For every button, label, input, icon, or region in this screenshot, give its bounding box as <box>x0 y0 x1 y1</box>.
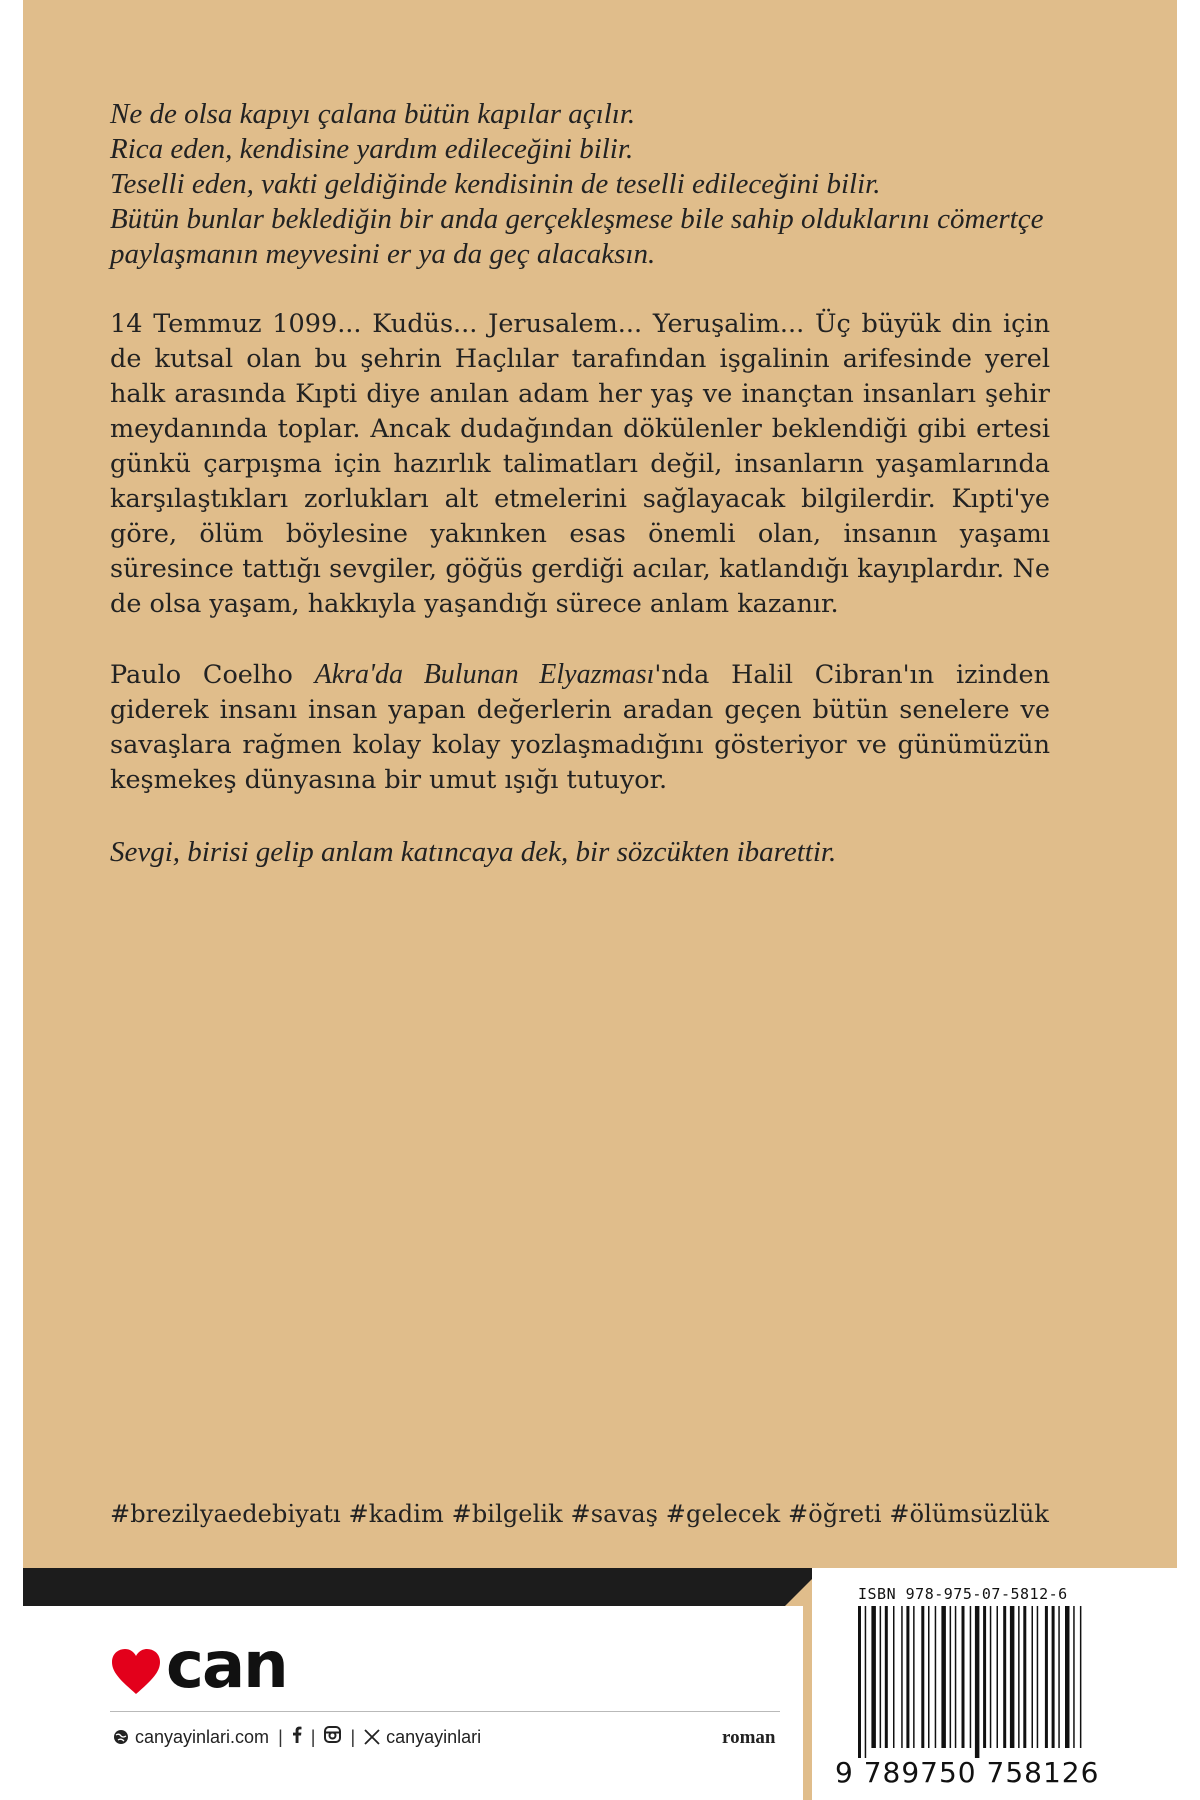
facebook-icon[interactable] <box>292 1726 302 1748</box>
instagram-icon[interactable] <box>324 1726 341 1748</box>
barcode-bar <box>935 1606 937 1748</box>
barcode-bar <box>970 1606 972 1748</box>
epigraph-line: Teselli eden, vakti geldiğinde kendisinin de teselli edileceğini bilir. <box>110 168 881 200</box>
barcode-bar <box>1065 1606 1070 1748</box>
barcode-bar <box>865 1606 867 1758</box>
barcode-bar <box>1032 1606 1034 1748</box>
barcode-bar <box>928 1606 930 1748</box>
summary-text: 14 Temmuz 1099... Kudüs... Jerusalem... Yeruşalim... Üç büyük din için de kutsal olan bu şehrin Haçlılar tarafından işgalinin arifesinde yerel halk arasında Kıpti diye anılan adam her yaş ve inançtan insanları şehir meydanında toplar. Ancak dudağından dökülenler beklendiği gibi ertesi günkü çarpışma için hazırlık talimatları değil, insanların yaşamlarında karşılaştıkları zorlukları alt etmelerini sağlayacak bilgilerdir. Kıpti'ye göre, ölüm böylesine yakınken esas önemli olan, insanın yaşamı süresince tattığı sevgiler, göğüs gerdiği acılar, katlandığı kayıplardır. Ne de olsa yaşam, hakkıyla yaşandığı sürece anlam kazanır. <box>110 309 1050 619</box>
barcode-bar <box>1010 1606 1015 1748</box>
barcode-bar <box>906 1606 909 1748</box>
barcode-bar <box>901 1606 903 1748</box>
author-text <box>110 657 1050 798</box>
book-title: Akra'da Bulunan Elyazması <box>314 659 655 690</box>
barcode-bar <box>1018 1606 1020 1748</box>
barcode-bar <box>921 1606 924 1748</box>
barcode-bar <box>975 1606 980 1758</box>
x-icon[interactable] <box>364 1729 380 1745</box>
author-text-before: Paulo Coelho <box>110 660 315 690</box>
barcode-bar <box>1073 1606 1075 1748</box>
epigraph-line: paylaşmanın meyvesini er ya da geç alacaksın. <box>110 238 656 270</box>
separator: | <box>350 1726 356 1747</box>
barcode-bar <box>893 1606 895 1748</box>
separator: | <box>278 1726 283 1747</box>
barcode-bar <box>1003 1606 1006 1748</box>
barcode-bar <box>983 1606 986 1748</box>
barcode-bar <box>1080 1606 1082 1748</box>
hashtags: #brezilyaedebiyatı #kadim #bilgelik #savaş #gelecek #öğreti #ölümsüzlük <box>110 1500 1050 1528</box>
heart-icon <box>110 1648 162 1696</box>
separator: | <box>310 1726 316 1747</box>
publisher-logo <box>110 1629 287 1703</box>
barcode-bar <box>997 1606 999 1748</box>
barcode-bar <box>941 1606 946 1748</box>
barcode-bar <box>913 1606 915 1748</box>
barcode-bar <box>950 1606 952 1748</box>
barcode-bar <box>1045 1606 1048 1748</box>
author-paragraph <box>110 657 1050 798</box>
barcode-digits: 9 789750 758126 <box>835 1756 1100 1789</box>
author-text-after: 'nda Halil Cibran'ın izinden giderek insanı insan yapan değerlerin aradan geçen bütün senelere ve savaşlara rağmen kolay kolay yozlaşmadığını gösteriyor ve günümüzün keşmekeş dünyasına bir umut ışığı tutuyor. <box>110 660 1050 795</box>
summary-paragraph <box>110 307 1050 622</box>
closing-quote-text: Sevgi, birisi gelip anlam katıncaya dek, bir sözcükten ibarettir. <box>110 836 837 868</box>
epigraph <box>110 97 1050 272</box>
barcode-bar <box>990 1606 992 1748</box>
epigraph-line: Bütün bunlar beklediğin bir anda gerçekleşmese bile sahip olduklarını cömertçe <box>110 203 1044 235</box>
epigraph-line: Ne de olsa kapıyı çalana bütün kapılar açılır. <box>110 98 636 130</box>
barcode-bar <box>871 1606 876 1748</box>
publisher-footer <box>113 1725 481 1749</box>
barcode-bar <box>955 1606 957 1748</box>
genre-label: roman <box>722 1727 776 1748</box>
isbn-label: ISBN 978-975-07-5812-6 <box>858 1585 1068 1603</box>
globe-icon <box>113 1729 129 1745</box>
barcode-bar <box>1023 1606 1026 1748</box>
barcode-bar <box>1037 1606 1039 1748</box>
barcode-bar <box>1052 1606 1055 1748</box>
barcode-bar <box>962 1606 965 1748</box>
epigraph-line: Rica eden, kendisine yardım edileceğini bilir. <box>110 133 634 165</box>
black-band <box>23 1568 823 1606</box>
footer-divider <box>110 1711 780 1712</box>
closing-quote <box>110 835 1050 870</box>
barcode <box>856 1606 1088 1758</box>
website-link[interactable]: canyayinlari.com <box>135 1726 270 1747</box>
social-handle[interactable]: canyayinlari <box>386 1726 482 1747</box>
barcode-bar <box>1058 1606 1060 1748</box>
barcode-bar <box>858 1606 861 1758</box>
logo-wordmark: can <box>166 1629 287 1703</box>
barcode-bar <box>885 1606 888 1748</box>
barcode-bar <box>880 1606 882 1748</box>
